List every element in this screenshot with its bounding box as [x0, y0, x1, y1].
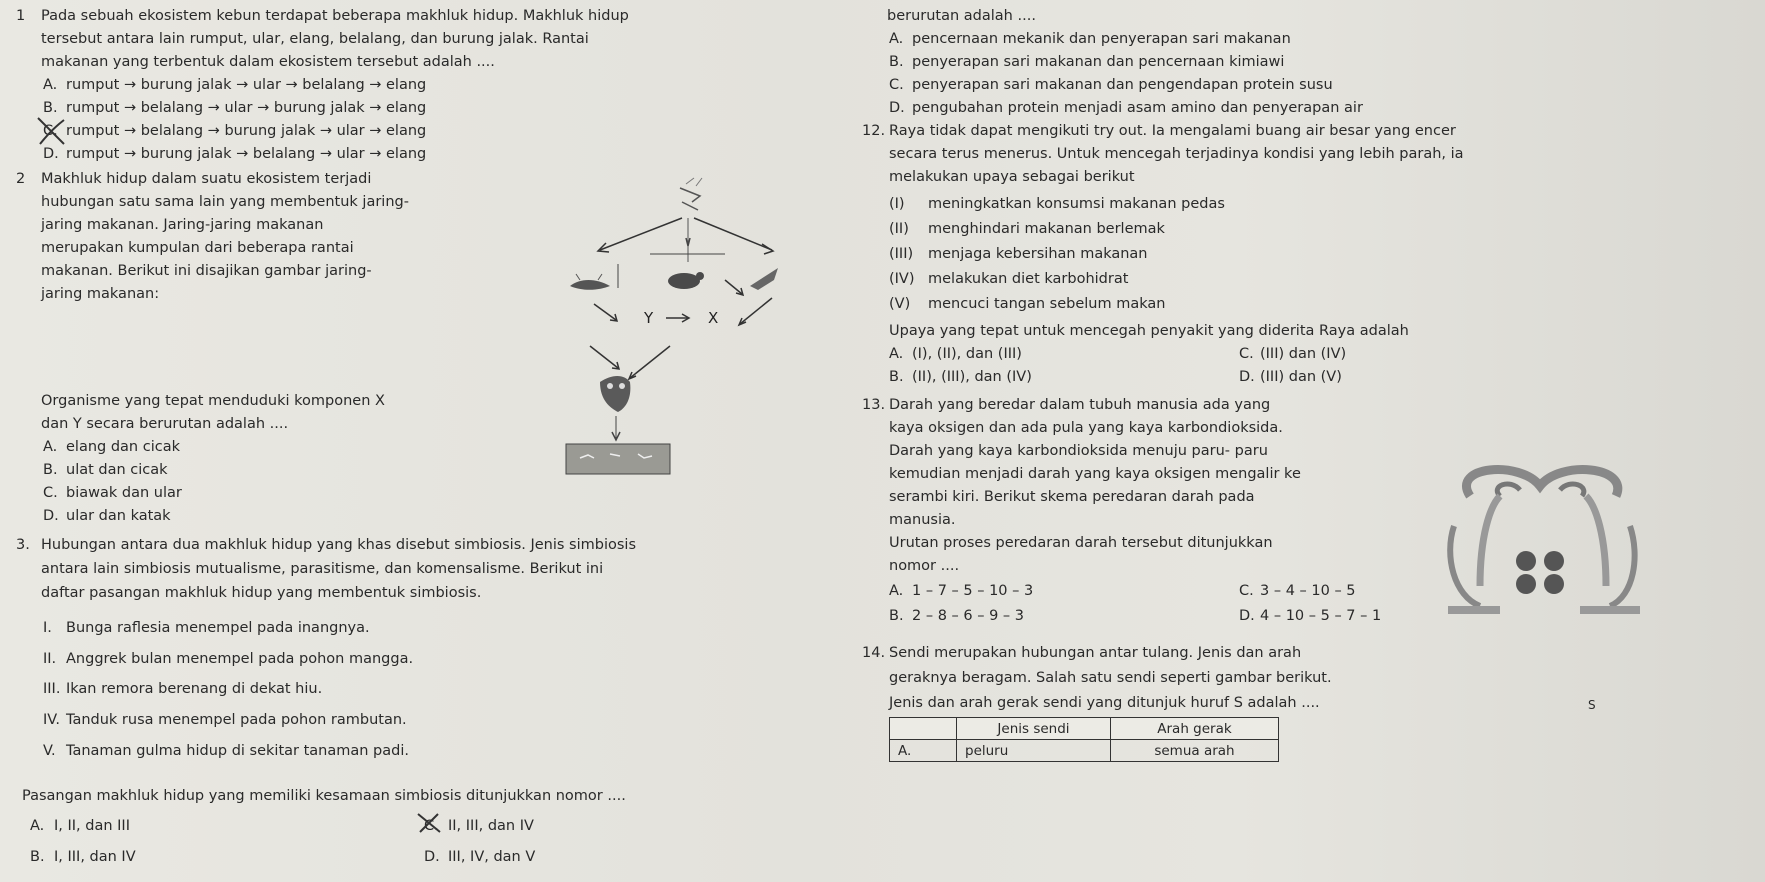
option-letter: B. — [889, 608, 904, 624]
question-3-line: antara lain simbiosis mutualisme, parasitisme, dan komensalisme. Berikut ini — [41, 561, 604, 577]
item-number: (I) — [889, 196, 905, 212]
option-letter: D. — [1239, 608, 1255, 624]
question-11-line: berurutan adalah .... — [887, 8, 1036, 24]
option-letter: A. — [43, 77, 58, 93]
option-text: rumput → belalang → ular → burung jalak → elang — [66, 100, 427, 116]
question-1-line: tersebut antara lain rumput, ular, elang, belalang, dan burung jalak. Rantai — [41, 31, 589, 47]
option-letter: D. — [1239, 369, 1255, 385]
option-text: elang dan cicak — [66, 439, 180, 455]
item-text: Ikan remora berenang di dekat hiu. — [66, 681, 323, 697]
question-1-line: makanan yang terbentuk dalam ekosistem tersebut adalah .... — [41, 54, 495, 70]
question-12-line: melakukan upaya sebagai berikut — [889, 169, 1135, 185]
question-12-line: Raya tidak dapat mengikuti try out. Ia mengalami buang air besar yang encer — [889, 123, 1456, 139]
item-number: III. — [43, 681, 61, 697]
question-2-line: Makhluk hidup dalam suatu ekosistem terjadi — [41, 171, 372, 187]
question-12-number: 12. — [862, 123, 886, 139]
question-12-line: secara terus menerus. Untuk mencegah terjadinya kondisi yang lebih parah, ia — [889, 146, 1464, 162]
option-text: (III) dan (V) — [1260, 369, 1342, 385]
item-number: II. — [43, 651, 57, 667]
arrow-line — [600, 218, 682, 250]
question-2-line: jaring makanan. Jaring-jaring makanan — [41, 217, 324, 233]
option-letter: B. — [30, 849, 45, 865]
food-web-x-label: X — [708, 309, 719, 327]
question-3-line: daftar pasangan makhluk hidup yang membentuk simbiosis. — [41, 585, 482, 601]
option-letter: C. — [889, 77, 904, 93]
option-text: 1 – 7 – 5 – 10 – 3 — [912, 583, 1034, 599]
table-header-row — [890, 718, 1279, 740]
question-13-line: nomor .... — [889, 558, 960, 574]
item-text: Anggrek bulan menempel pada pohon mangga. — [66, 651, 414, 667]
option-text: III, IV, dan V — [448, 849, 536, 865]
item-text: menghindari makanan berlemak — [928, 221, 1165, 237]
question-3-number: 3. — [16, 537, 30, 553]
question-14-line: Jenis dan arah gerak sendi yang ditunjuk huruf S adalah .... — [889, 695, 1320, 711]
decomposer-box — [566, 444, 670, 474]
item-number: (IV) — [889, 271, 915, 287]
option-text: rumput → burung jalak → ular → belalang → elang — [66, 77, 427, 93]
table-cell: A. — [890, 740, 957, 762]
option-text: rumput → belalang → burung jalak → ular → elang — [66, 123, 427, 139]
question-13-number: 13. — [862, 397, 886, 413]
question-2-line: makanan. Berikut ini disajikan gambar jaring- — [41, 263, 372, 279]
item-text: melakukan diet karbohidrat — [928, 271, 1129, 287]
question-3-line: Hubungan antara dua makhluk hidup yang khas disebut simbiosis. Jenis simbiosis — [41, 537, 637, 553]
option-letter: C. — [1239, 346, 1254, 362]
option-text: rumput → burung jalak → belalang → ular → elang — [66, 146, 427, 162]
question-2-number: 2 — [16, 171, 26, 187]
option-letter: B. — [43, 100, 58, 116]
food-web-figure — [560, 168, 820, 488]
option-letter: C. — [1239, 583, 1254, 599]
question-2-line: merupakan kumpulan dari beberapa rantai — [41, 240, 354, 256]
option-letter: B. — [43, 462, 58, 478]
question-1-number: 1 — [16, 8, 26, 24]
question-14-line: geraknya beragam. Salah satu sendi seperti gambar berikut. — [889, 670, 1332, 686]
question-14-line: Sendi merupakan hubungan antar tulang. Jenis dan arah — [889, 645, 1302, 661]
owl-icon — [600, 376, 630, 412]
question-14-number: 14. — [862, 645, 886, 661]
option-text: biawak dan ular — [66, 485, 182, 501]
option-text: ular dan katak — [66, 508, 171, 524]
table-header-cell: Jenis sendi — [957, 718, 1111, 740]
question-2-question: dan Y secara berurutan adalah .... — [41, 416, 289, 432]
question-13-line: serambi kiri. Berikut skema peredaran darah pada — [889, 489, 1255, 505]
option-letter: A. — [30, 818, 45, 834]
option-letter: D. — [43, 508, 59, 524]
item-number: I. — [43, 620, 52, 636]
joint-pointer-label: S — [1588, 698, 1596, 712]
option-letter: D. — [889, 100, 905, 116]
option-text: pengubahan protein menjadi asam amino dan penyerapan air — [912, 100, 1363, 116]
question-13-line: Urutan proses peredaran darah tersebut ditunjukkan — [889, 535, 1273, 551]
question-13-line: Darah yang beredar dalam tubuh manusia ada yang — [889, 397, 1271, 413]
question-2-line: hubungan satu sama lain yang membentuk jaring- — [41, 194, 409, 210]
item-number: (III) — [889, 246, 914, 262]
option-letter: A. — [889, 583, 904, 599]
question-3-question: Pasangan makhluk hidup yang memiliki kesamaan simbiosis ditunjukkan nomor .... — [22, 788, 626, 804]
option-text: I, III, dan IV — [54, 849, 136, 865]
mouse-icon — [668, 272, 704, 289]
option-letter: D. — [424, 849, 440, 865]
option-letter: D. — [43, 146, 59, 162]
table-cell: peluru — [957, 740, 1111, 762]
option-text: 2 – 8 – 6 – 9 – 3 — [912, 608, 1024, 624]
option-letter: A. — [889, 346, 904, 362]
item-text: Bunga raflesia menempel pada inangnya. — [66, 620, 370, 636]
option-letter: A. — [889, 31, 904, 47]
item-text: Tanaman gulma hidup di sekitar tanaman padi. — [66, 743, 409, 759]
item-number: (II) — [889, 221, 909, 237]
option-text: (III) dan (IV) — [1260, 346, 1347, 362]
option-letter: C. — [43, 485, 58, 501]
item-text: Tanduk rusa menempel pada pohon rambutan. — [66, 712, 407, 728]
table-header-cell — [890, 718, 957, 740]
grasshopper-icon — [680, 178, 702, 210]
option-text: II, III, dan IV — [448, 818, 534, 834]
question-13-line: kemudian menjadi darah yang kaya oksigen mengalir ke — [889, 466, 1301, 482]
table-header-cell: Arah gerak — [1110, 718, 1278, 740]
lizard-icon — [570, 274, 610, 290]
option-text: ulat dan cicak — [66, 462, 168, 478]
option-text: pencernaan mekanik dan penyerapan sari makanan — [912, 31, 1291, 47]
question-12-question: Upaya yang tepat untuk mencegah penyakit yang diderita Raya adalah — [889, 323, 1409, 339]
table-cell: semua arah — [1110, 740, 1278, 762]
question-1-line: Pada sebuah ekosistem kebun terdapat beberapa makhluk hidup. Makhluk hidup — [41, 8, 629, 24]
item-text: mencuci tangan sebelum makan — [928, 296, 1166, 312]
item-text: meningkatkan konsumsi makanan pedas — [928, 196, 1225, 212]
option-text: 4 – 10 – 5 – 7 – 1 — [1260, 608, 1382, 624]
question-13-line: manusia. — [889, 512, 956, 528]
option-text: I, II, dan III — [54, 818, 130, 834]
option-letter: C. — [424, 818, 439, 834]
question-2-line: jaring makanan: — [41, 286, 160, 302]
option-text: (I), (II), dan (III) — [912, 346, 1022, 362]
blood-circulation-diagram — [1440, 456, 1650, 636]
food-web-y-label: Y — [644, 309, 654, 327]
item-text: menjaga kebersihan makanan — [928, 246, 1148, 262]
question-2-question: Organisme yang tepat menduduki komponen X — [41, 393, 385, 409]
question-13-line: Darah yang kaya karbondioksida menuju paru- paru — [889, 443, 1268, 459]
option-letter: C. — [43, 123, 58, 139]
joint-answer-table — [889, 717, 1279, 762]
option-text: penyerapan sari makanan dan pencernaan kimiawi — [912, 54, 1285, 70]
table-row — [890, 740, 1279, 762]
option-text: (II), (III), dan (IV) — [912, 369, 1032, 385]
item-number: (V) — [889, 296, 911, 312]
question-13-line: kaya oksigen dan ada pula yang kaya karbondioksida. — [889, 420, 1283, 436]
option-letter: A. — [43, 439, 58, 455]
option-text: penyerapan sari makanan dan pengendapan protein susu — [912, 77, 1333, 93]
option-letter: B. — [889, 369, 904, 385]
item-number: IV. — [43, 712, 60, 728]
item-number: V. — [43, 743, 56, 759]
option-letter: B. — [889, 54, 904, 70]
option-text: 3 – 4 – 10 – 5 — [1260, 583, 1356, 599]
bird-icon — [750, 268, 778, 290]
handwritten-mark — [414, 810, 446, 836]
